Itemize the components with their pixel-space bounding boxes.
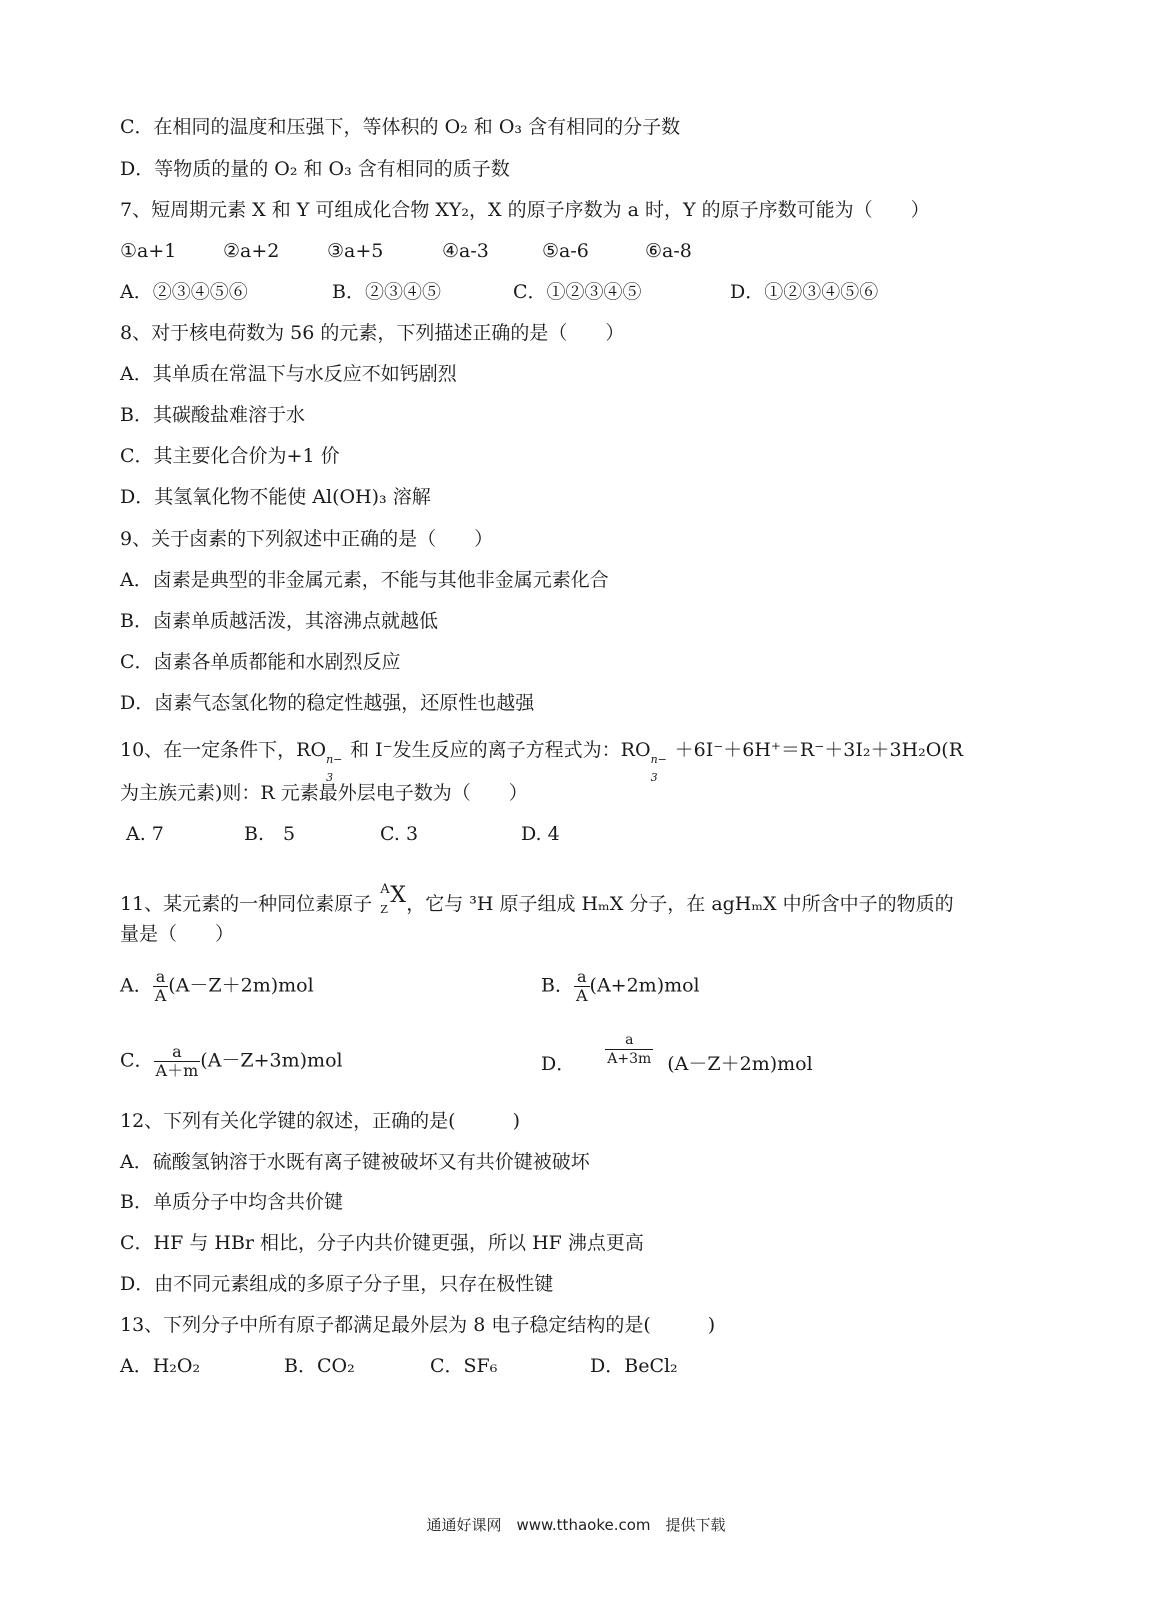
q13-option-c: C．SF₆ (430, 1355, 498, 1377)
q7-items (120, 239, 820, 263)
isotope-symbol: A Z X (380, 882, 406, 916)
question-8: 8、对于核电荷数为 56 的元素，下列描述正确的是（ ） (120, 322, 625, 344)
question-11-line2: 量是（ ） (120, 923, 235, 945)
q10-option-c: C. 3 (380, 823, 419, 845)
q13-option-b: B．CO₂ (284, 1355, 355, 1377)
q7-option-d: D．①②③④⑤⑥ (730, 281, 879, 303)
q8-option-c: C．其主要化合价为+1 价 (120, 445, 340, 467)
question-9: 9、关于卤素的下列叙述中正确的是（ ） (120, 528, 494, 550)
q6-option-d: D．等物质的量的 O₂ 和 O₃ 含有相同的质子数 (120, 158, 510, 180)
question-7: 7、短周期元素 X 和 Y 可组成化合物 XY₂，X 的原子序数为 a 时，Y 的原子序数可能为（ ） (120, 199, 930, 221)
q6-option-c: C．在相同的温度和压强下，等体积的 O₂ 和 O₃ 含有相同的分子数 (120, 116, 681, 138)
q10-text-end: ＋6I⁻＋6H⁺＝R⁻＋3I₂＋3H₂O(R (668, 739, 964, 761)
q10-option-b: B. 5 (244, 823, 296, 845)
fraction: $\frac{a}{A}$ (575, 967, 588, 1005)
q11-text-start: 11、某元素的一种同位素原子 (120, 893, 373, 915)
page-footer: 通通好课网 www.tthaoke.com 提供下载 (426, 1516, 726, 1534)
q7-item: ④a-3 (442, 240, 489, 262)
q7-item: ⑥a-8 (645, 240, 692, 262)
q10-text-start: 10、在一定条件下，RO (120, 739, 327, 761)
q7-option-a: A．②③④⑤⑥ (120, 281, 248, 303)
q12-option-a: A．硫酸氢钠溶于水既有离子键被破坏又有共价键被破坏 (120, 1151, 590, 1173)
question-11 (120, 880, 954, 918)
question-12: 12、下列有关化学键的叙述，正确的是( ) (120, 1110, 521, 1132)
q8-option-b: B．其碳酸盐难溶于水 (120, 404, 305, 426)
q13-option-d: D．BeCl₂ (590, 1355, 678, 1377)
q9-option-a: A．卤素是典型的非金属元素，不能与其他非金属元素化合 (120, 569, 609, 591)
q7-item: ②a+2 (223, 240, 280, 262)
fraction: $\frac{a}{A}$ (154, 967, 167, 1005)
q7-item: ⑤a-6 (542, 240, 589, 262)
q10-option-a: A. 7 (126, 823, 164, 845)
q9-option-b: B．卤素单质越活泼，其溶沸点就越低 (120, 610, 438, 632)
q10-options (126, 822, 626, 846)
q8-option-d: D．其氢氧化物不能使 Al(OH)₃ 溶解 (120, 486, 431, 508)
q11-option-c: C． $\frac{a}{A+m}$ (A－Z+3m)mol (120, 1042, 343, 1080)
question-13: 13、下列分子中所有原子都满足最外层为 8 电子稳定结构的是( ) (120, 1314, 716, 1336)
q9-option-c: C．卤素各单质都能和水剧烈反应 (120, 651, 401, 673)
q7-options (120, 280, 1020, 304)
q10-option-d: D. 4 (521, 823, 560, 845)
q13-options (120, 1354, 820, 1378)
fraction: $\frac{a}{A+3m}$ (607, 1032, 652, 1067)
q7-item: ①a+1 (120, 240, 177, 262)
q11-option-b: B． $\frac{a}{A}$ (A+2m)mol (541, 967, 700, 1005)
q12-option-d: D．由不同元素组成的多原子分子里，只存在极性键 (120, 1273, 554, 1295)
q7-item: ③a+5 (327, 240, 384, 262)
q8-option-a: A．其单质在常温下与水反应不如钙剧烈 (120, 363, 457, 385)
fraction: $\frac{a}{A+m}$ (155, 1042, 199, 1080)
q12-option-b: B．单质分子中均含共价键 (120, 1191, 343, 1213)
q11-option-a: A． $\frac{a}{A}$ (A－Z＋2m)mol (120, 967, 314, 1005)
q11-option-d: D． $\frac{a}{A+3m}$ (A－Z＋2m)mol (541, 1032, 813, 1075)
question-10-line2: 为主族元素)则：R 元素最外层电子数为（ ） (120, 782, 528, 804)
q7-option-c: C．①②③④⑤ (513, 281, 642, 303)
question-10: 10、在一定条件下，RO n− 3 和 I⁻发生反应的离子方程式为：RO n− 3 ＋6I⁻＋6H⁺＝R⁻＋3I₂＋3H₂O(R (120, 739, 964, 784)
q9-option-d: D．卤素气态氢化物的稳定性越强，还原性也越强 (120, 692, 535, 714)
q12-option-c: C．HF 与 HBr 相比，分子内共价键更强，所以 HF 沸点更高 (120, 1232, 644, 1254)
q13-option-a: A．H₂O₂ (120, 1355, 201, 1377)
q10-text-mid: 和 I⁻发生反应的离子方程式为：RO (344, 739, 651, 761)
q11-text-end: ，它与 ³H 原子组成 HₘX 分子，在 agHₘX 中所含中子的物质的 (406, 893, 954, 915)
q7-option-b: B．②③④⑤ (332, 281, 441, 303)
